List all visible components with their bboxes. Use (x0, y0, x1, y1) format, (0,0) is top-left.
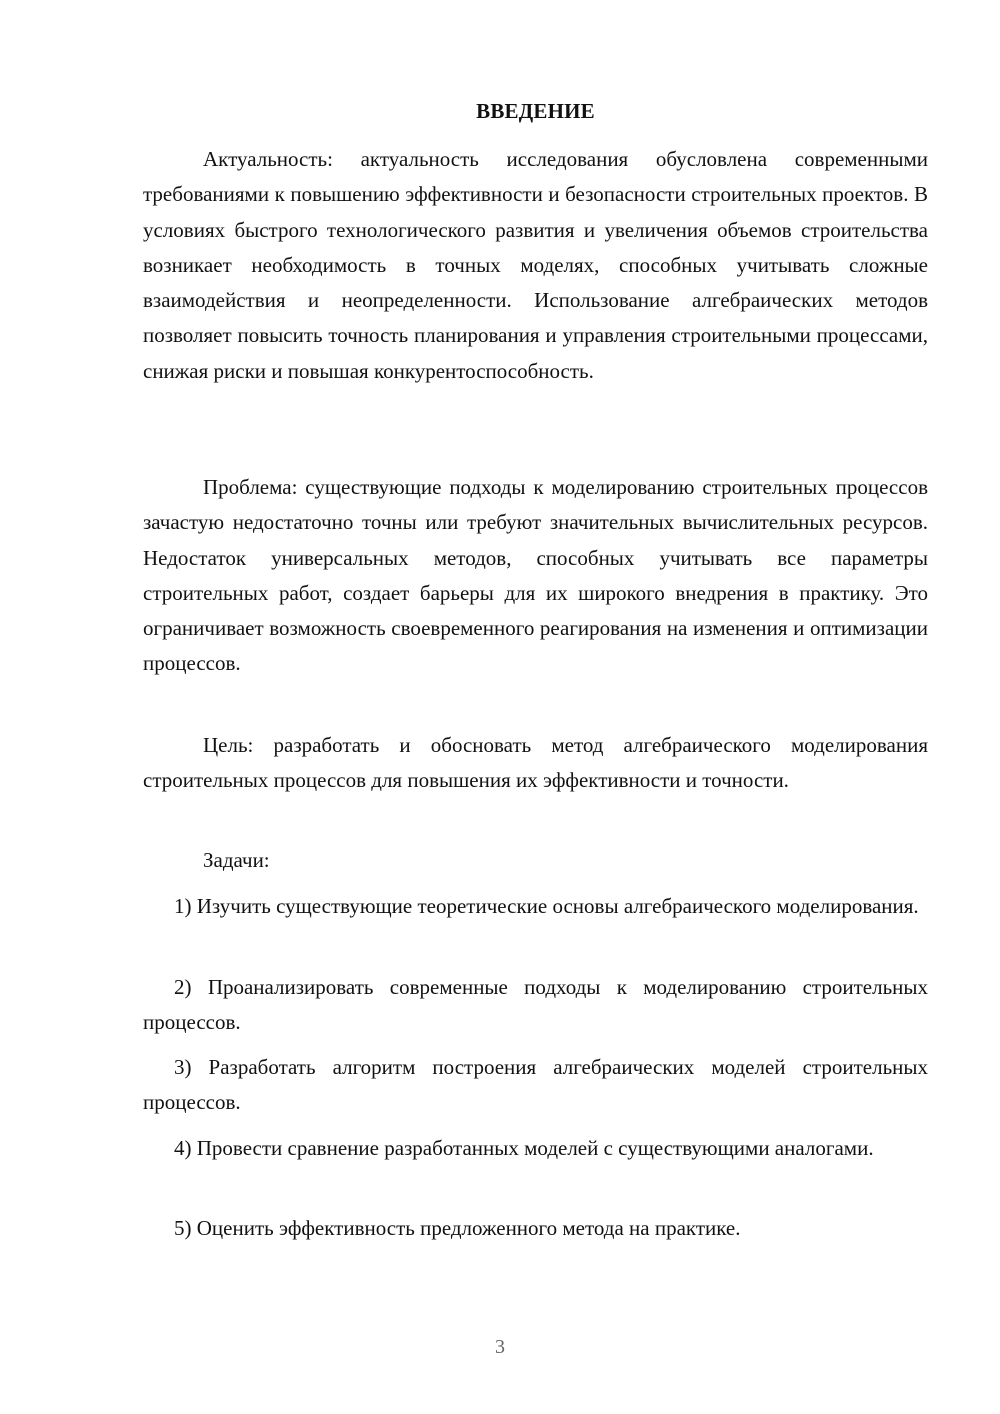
page-title: ВВЕДЕНИЕ (476, 99, 595, 123)
paragraph-relevance: Актуальность: актуальность исследования обусловлена современными требованиями к повышению эффективности и безопасности строительных проектов. В условиях быстрого технологического развития и увеличения объемов строительства возникает необходимость в точных моделях, способных учитывать сложные взаимодействия и неопределенности. Использование алгебраических методов позволяет повысить точность планирования и управления строительными процессами, снижая риски и повышая конкурентоспособность. (143, 147, 928, 383)
paragraph-problem: Проблема: существующие подходы к моделированию строительных процессов зачастую недостаточно точны или требуют значительных вычислительных ресурсов. Недостаток универсальных методов, способных учитывать все параметры строительных работ, создает барьеры для их широкого внедрения в практику. Это ограничивает возможность своевременного реагирования на изменения и оптимизации процессов. (143, 475, 928, 676)
tasks-heading: Задачи: (203, 848, 270, 872)
page-number: 3 (495, 1336, 505, 1358)
task-item-4: 4) Провести сравнение разработанных моделей с существующими аналогами. (174, 1136, 874, 1160)
task-item-3: 3) Разработать алгоритм построения алгебраических моделей строительных процессов. (143, 1055, 928, 1115)
task-item-2: 2) Проанализировать современные подходы к моделированию строительных процессов. (143, 975, 928, 1035)
paragraph-goal: Цель: разработать и обосновать метод алгебраического моделирования строительных процессов для повышения их эффективности и точности. (143, 733, 928, 793)
task-item-1: 1) Изучить существующие теоретические основы алгебраического моделирования. (174, 894, 919, 918)
task-item-5: 5) Оценить эффективность предложенного метода на практике. (174, 1216, 741, 1240)
